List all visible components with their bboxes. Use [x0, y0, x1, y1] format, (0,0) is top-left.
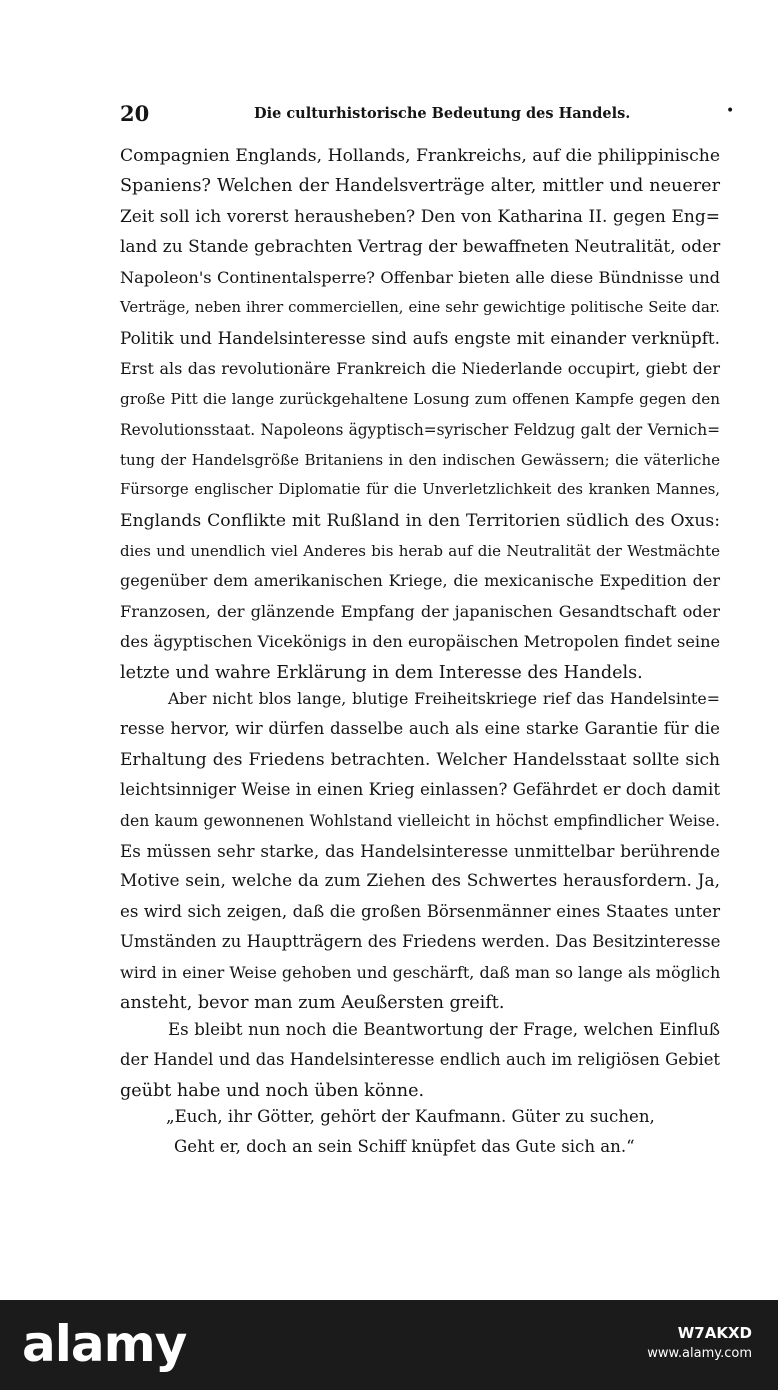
stock-photo-footer [0, 1300, 778, 1390]
text-line: Aber nicht blos lange, blutige Freiheitskriege rief das Handelsinte= [168, 689, 720, 708]
text-line: leichtsinniger Weise in einen Krieg einlassen? Gefährdet er doch damit [120, 780, 720, 800]
text-line: der Handel und das Handelsinteresse endlich auch im religiösen Gebiet [120, 1050, 720, 1070]
text-line: Es bleibt nun noch die Beantwortung der Frage, welchen Einfluß [168, 1020, 720, 1039]
text-line: geübt habe und noch üben könne. [120, 1080, 425, 1101]
text-line: Erst als das revolutionäre Frankreich die Niederlande occupirt, giebt der [120, 358, 720, 378]
text-line: Fürsorge englischer Diplomatie für die Unverletzlichkeit des kranken Mannes, [120, 481, 720, 499]
paragraph-2 [120, 684, 720, 1018]
text-line: tung der Handelsgröße Britaniens in den indischen Gewässern; die väterliche [120, 450, 720, 469]
text-line: land zu Stande gebrachten Vertrag der bewaffneten Neutralität, oder [120, 237, 721, 258]
text-line: wird in einer Weise gehoben und geschärft, daß man so lange als möglich [120, 962, 721, 982]
text-line: dies und unendlich viel Anderes bis herab auf die Neutralität der Westmächte [120, 542, 720, 561]
text-line: Compagnien Englands, Hollands, Frankreichs, auf die philippinische [120, 146, 720, 166]
verse-quotation [166, 1102, 686, 1162]
text-line: des ägyptischen Vicekönigs in den europäischen Metropolen findet seine [120, 632, 721, 652]
paragraph-1 [120, 141, 720, 688]
text-line: resse hervor, wir dürfen dasselbe auch als eine starke Garantie für die [120, 719, 720, 739]
text-line: große Pitt die lange zurückgehaltene Losung zum offenen Kampfe gegen den [120, 390, 720, 409]
text-line: Es müssen sehr starke, das Handelsinteresse unmittelbar berührende [120, 840, 720, 861]
text-line: gegenüber dem amerikanischen Kriege, die mexicanische Expedition der [120, 571, 720, 591]
text-line: Napoleon's Continentalsperre? Offenbar bieten alle diese Bündnisse und [120, 267, 720, 287]
text-line: es wird sich zeigen, daß die großen Börsenmänner eines Staates unter [120, 901, 720, 921]
verse-line: „Euch, ihr Götter, gehört der Kaufmann. Güter zu suchen, [166, 1107, 655, 1126]
text-line: Zeit soll ich vorerst herausheben? Den von Katharina II. gegen Eng= [120, 206, 720, 227]
verse-line: Geht er, doch an sein Schiff knüpfet das Gute sich an.“ [174, 1137, 635, 1156]
image-id: W7AKXD [677, 1324, 752, 1342]
image-info [647, 1322, 752, 1364]
paragraph-3 [120, 1015, 720, 1106]
running-title: Die culturhistorische Bedeutung des Handels. [254, 105, 631, 122]
page-number: 20 [120, 101, 150, 126]
text-line: Motive sein, welche da zum Ziehen des Schwertes herausfordern. Ja, [120, 871, 720, 892]
text-line: Umständen zu Hauptträgern des Friedens werden. Das Besitzinteresse [120, 932, 721, 952]
text-line: den kaum gewonnenen Wohlstand vielleicht in höchst empfindlicher Weise. [120, 811, 720, 830]
text-line: Verträge, neben ihrer commerciellen, eine sehr gewichtige politische Seite dar. [120, 298, 720, 316]
text-line: ansteht, bevor man zum Aeußersten greift. [120, 992, 505, 1013]
text-line: Politik und Handelsinteresse sind aufs engste mit einander verknüpft. [120, 328, 720, 349]
printer-mark: • [726, 103, 735, 119]
text-line: Franzosen, der glänzende Empfang der japanischen Gesandtschaft oder [120, 601, 720, 621]
text-line: Englands Conflikte mit Rußland in den Territorien südlich des Oxus: [120, 510, 720, 531]
text-line: Erhaltung des Friedens betrachten. Welcher Handelsstaat sollte sich [120, 749, 720, 770]
text-line: Spaniens? Welchen der Handelsverträge alter, mittler und neuerer [120, 176, 720, 197]
brand-logo: alamy [22, 1315, 187, 1373]
text-line: letzte und wahre Erklärung in dem Interesse des Handels. [120, 662, 643, 683]
running-header [120, 100, 740, 128]
site-url: www.alamy.com [647, 1346, 752, 1361]
text-line: Revolutionsstaat. Napoleons ägyptisch=syrischer Feldzug galt der Vernich= [120, 420, 720, 439]
